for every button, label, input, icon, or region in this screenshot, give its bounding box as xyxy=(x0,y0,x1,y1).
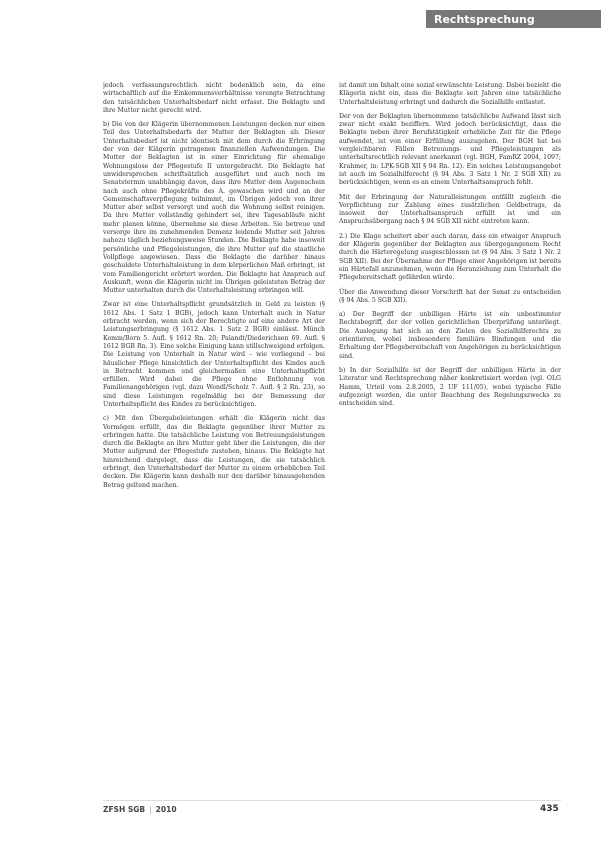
issue-year: 2010 xyxy=(155,805,177,814)
paragraph: Über die Anwendung dieser Vorschrift hat der Senat zu entscheiden (§ 94 Abs. 5 SGB XII). xyxy=(339,288,561,304)
paragraph: c) Mit den Übergabeleistungen erhält die Klägerin nicht das Vermögen erfüllt, das die Beklagte gegenüber ihrer Mutter zu erbringen hatte. Die tatsächliche Leistung von Betreuungsleistungen durch die Beklagte an ihre Mutter geht über die Leistungen, die der Mutter aufgrund der Pflegestufe zustehen, hinaus. Die Beklagte hat hinreichend dargelegt, dass die Leistungen, die sie tatsächlich erbringt, den Unterhaltsbedarf der Mutter zu einem erheblichen Teil decken. Die Klägerin kann deshalb nur den darüber hinausgehenden Betrag geltend machen. xyxy=(103,415,325,489)
footer-separator: | xyxy=(149,805,152,814)
section-title: Rechtsprechung xyxy=(434,12,535,26)
right-column xyxy=(339,82,561,787)
page-number: 435 xyxy=(540,804,559,814)
paragraph: ist damit um Inhalt eine sozial erwünschte Leistung. Dabei bezieht die Klägerin nicht ein, dass die Beklagte seit Jahren eine tatsächliche Unterhaltsleistung erbringt und dadurch die Sozialhilfe entlastet. xyxy=(339,82,561,106)
section-header xyxy=(426,10,601,28)
paragraph: Zwar ist eine Unterhaltspflicht grundsätzlich in Geld zu leisten (§ 1612 Abs. 1 Satz 1 BGB), jedoch kann Unterhalt auch in Natur erbracht werden, wenn sich der Berechtigte auf eine andere Art der Leistungserbringung (§ 1612 Abs. 1 Satz 2 BGB) einlässt. Münch Komm/Born 5. Aufl. § 1612 Rn. 20; Palandt/Diederichsen 69. Aufl. § 1612 BGB Rn. 3). Eine solche Einigung kann stillschweigend erfolgen. Die Leistung von Unterhalt in Natur wird – wie vorliegend – bei häuslicher Pflege hinsichtlich der Unterhaltspflicht des Kindes auch in Betracht kommen und gleichermaßen eine Unterhaltspflicht erfüllen. Wird dabei die Pflege ohne Entlohnung von Familienangehörigen (vgl. dazu Wendl/Scholz 7. Aufl. § 2 Rn. 23), so sind diese Leistungen regelmäßig bei der Bemessung der Unterhaltspflicht des Kindes zu berücksichtigen. xyxy=(103,301,325,408)
footer-divider xyxy=(103,800,561,801)
paragraph: a) Der Begriff der unbilligen Härte ist ein unbestimmter Rechtsbegriff, der der vollen gerichtlichen Überprüfung unterliegt. Die Auslegung hat sich an den Zielen des Sozialhilferechts zu orientieren, wobei insbesondere familiäre Bindungen und die Erhaltung der Pflegebereitschaft von Angehörigen zu berücksichtigen sind. xyxy=(339,311,561,360)
paragraph: b) In der Sozialhilfe ist der Begriff der unbilligen Härte in der Literatur und Rechtsprechung näher konkretisiert worden (vgl. OLG Hamm, Urteil vom 2.8.2005, 2 UF 111/05), wobei typische Fälle aufgezeigt werden, die unter Beachtung des Regelungszwecks zu entscheiden sind. xyxy=(339,366,561,408)
paragraph: Mit der Erbringung der Naturalleistungen entfällt zugleich die Verpflichtung zur Zahlung eines zusätzlichen Geldbetrags, da insoweit der Unterhaltsanspruch erfüllt ist und ein Anspruchsübergang nach § 94 SGB XII nicht eintreten kann. xyxy=(339,193,561,226)
paragraph: b) Die von der Klägerin übernommenen Leistungen decken nur einen Teil des Unterhaltsbedarfs der Mutter der Beklagten ab. Dieser Unterhaltsbedarf ist nicht identisch mit dem durch die Erbringung der von der Klägerin getragenen finanziellen Aufwendungen. Die Mutter der Beklagten ist in einer Einrichtung für ehemalige Wohnungslose der Pflegestufe II untergebracht. Die Beklagte hat unwidersprochen schriftsätzlich ausgeführt und auch noch im Senatstermin unabhängig davon, dass ihre Mutter dem Augenschein nach auch ohne Pflegekräfte des A. gewaschen wird und an der Gemeinschaftsverpflegung teilnimmt, im Übrigen jedoch von ihrer Mutter aber selbst versorgt und auch die Wohnung selbst reinigen. Da ihre Mutter vollständig gehindert sei, ihre Tagesabläufe nicht mehr planen könne, übernehme sie diese Arbeiten. Sie betreue und versorge ihre im zunehmenden Demenz leidende Mutter seit Jahren nahezu täglich beziehungsweise Stunden. Die Beklagte habe insoweit persönliche und Pflegeleistungen, die ihre Mutter auf die staatliche Vollpflege angewiesen. Dass die Beklagte die darüber hinaus geschuldete Unterhaltsleistung in dem körperlichen Maß erbringt, ist vom Familiengericht erörtert worden. Die Beklagte hat Anspruch auf Auskunft, wenn die Klägerin nicht im Übrigen geleisteten Betrag der Mutter unterhalten durch die Unterhaltsleistung erbringen will. xyxy=(103,121,325,295)
left-column xyxy=(103,82,325,787)
paragraph: Der von der Beklagten übernommene tatsächliche Aufwand lässt sich zwar nicht exakt beziffern. Wird jedoch berücksichtigt, dass die Beklagte neben ihrer Berufstätigkeit erhebliche Zeit für die Pflege aufwendet, ist von einer Erfüllung auszugehen. Der BGH hat bei vergleichbaren Fällen Betreuungs- und Pflegeleistungen als unterhaltsrechtlich relevant anerkannt (vgl. BGH, FamRZ 2004, 1097; Krahmer, in: LPK-SGB XII § 94 Rn. 12). Ein solches Leistungsangebot ist auch im Sozialhilferecht (§ 94 Abs. 3 Satz 1 Nr. 2 SGB XII) zu berücksichtigen, wenn es an einem Unterhaltsanspruch fehlt. xyxy=(339,112,561,187)
journal-footer xyxy=(103,805,177,814)
paragraph: jedoch verfassungsrechtlich nicht bedenklich sein, da eine wirtschaftlich auf die Einkommensverhältnisse verengte Betrachtung den tatsächlichen Unterhaltsbedarf nicht erfasst. Die Beklagte und ihre Mutter nicht gerecht wird. xyxy=(103,82,325,114)
journal-name: ZFSH SGB xyxy=(103,805,146,814)
paragraph: 2.) Die Klage scheitert aber auch daran, dass ein etwaiger Anspruch der Klägerin gegenüber der Beklagten aus übergegangenem Recht durch die Härteregelung ausgeschlossen ist (§ 94 Abs. 3 Satz 1 Nr. 2 SGB XII). Bei der Übernahme der Pflege einer Angehörigen ist bereits ein Härtefall anzunehmen, wenn die Heranziehung zum Unterhalt die Pflegebereitschaft gefährden würde. xyxy=(339,232,561,282)
